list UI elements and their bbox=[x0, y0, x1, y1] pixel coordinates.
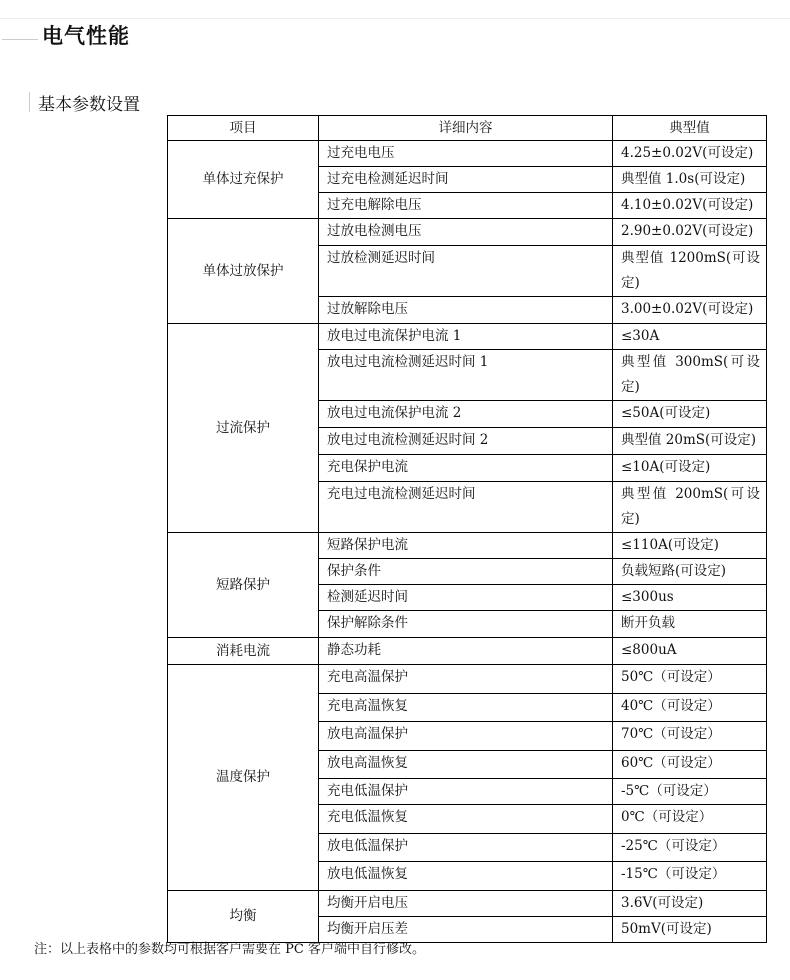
table-body bbox=[168, 141, 767, 943]
detail-cell: 短路保护电流 bbox=[319, 533, 613, 559]
table-row bbox=[168, 665, 767, 694]
typical-value-cell: ≤300us bbox=[613, 585, 767, 611]
typical-value-cell: ≤800uA bbox=[613, 638, 767, 665]
typical-value-cell: 3.6V(可设定) bbox=[613, 891, 767, 917]
detail-cell: 充电过电流检测延迟时间 bbox=[319, 482, 613, 533]
detail-cell: 放电低温保护 bbox=[319, 834, 613, 862]
group-label: 单体过充保护 bbox=[168, 141, 319, 219]
page-title: 电气性能 bbox=[42, 24, 130, 48]
table-row bbox=[168, 219, 767, 246]
typical-value-cell: ≤10A(可设定) bbox=[613, 455, 767, 482]
detail-cell: 过放检测延迟时间 bbox=[319, 246, 613, 297]
table-row bbox=[168, 891, 767, 917]
group-label: 消耗电流 bbox=[168, 638, 319, 665]
table-row bbox=[168, 141, 767, 167]
table-row bbox=[168, 533, 767, 559]
typical-value-cell: 40℃（可设定） bbox=[613, 694, 767, 722]
header-typical: 典型值 bbox=[613, 116, 767, 141]
detail-cell: 充电保护电流 bbox=[319, 455, 613, 482]
detail-cell: 放电过电流保护电流 1 bbox=[319, 324, 613, 350]
typical-value-cell: 负载短路(可设定) bbox=[613, 559, 767, 585]
detail-cell: 过充电检测延迟时间 bbox=[319, 167, 613, 193]
detail-cell: 过充电电压 bbox=[319, 141, 613, 167]
detail-cell: 放电过电流检测延迟时间 2 bbox=[319, 428, 613, 455]
typical-value-cell: 典型值 300mS(可设定) bbox=[613, 350, 767, 401]
detail-cell: 充电高温保护 bbox=[319, 665, 613, 694]
typical-value-cell: 3.00±0.02V(可设定) bbox=[613, 297, 767, 324]
group-label: 单体过放保护 bbox=[168, 219, 319, 324]
header-item: 项目 bbox=[168, 116, 319, 141]
detail-cell: 均衡开启电压 bbox=[319, 891, 613, 917]
detail-cell: 保护解除条件 bbox=[319, 611, 613, 638]
typical-value-cell: 0℃（可设定） bbox=[613, 805, 767, 834]
title-mark bbox=[2, 39, 38, 40]
footnote: 注：以上表格中的参数均可根据客户需要在 PC 客户端中自行修改。 bbox=[34, 942, 425, 957]
typical-value-cell: 50℃（可设定） bbox=[613, 665, 767, 694]
typical-value-cell: -5℃（可设定） bbox=[613, 779, 767, 805]
typical-value-cell: 50mV(可设定) bbox=[613, 917, 767, 943]
group-label: 过流保护 bbox=[168, 324, 319, 533]
detail-cell: 充电高温恢复 bbox=[319, 694, 613, 722]
detail-cell: 过充电解除电压 bbox=[319, 193, 613, 219]
typical-value-cell: 4.10±0.02V(可设定) bbox=[613, 193, 767, 219]
table-row bbox=[168, 638, 767, 665]
typical-value-cell: 4.25±0.02V(可设定) bbox=[613, 141, 767, 167]
detail-cell: 过放解除电压 bbox=[319, 297, 613, 324]
typical-value-cell: 断开负载 bbox=[613, 611, 767, 638]
table-header-row bbox=[168, 116, 767, 141]
top-rule bbox=[0, 18, 790, 19]
group-label: 均衡 bbox=[168, 891, 319, 943]
table-row bbox=[168, 324, 767, 350]
typical-value-cell: ≤30A bbox=[613, 324, 767, 350]
detail-cell: 放电低温恢复 bbox=[319, 862, 613, 891]
group-label: 短路保护 bbox=[168, 533, 319, 638]
parameter-table bbox=[167, 115, 767, 943]
section-title: 基本参数设置 bbox=[38, 95, 140, 115]
typical-value-cell: 典型值 200mS(可设定) bbox=[613, 482, 767, 533]
typical-value-cell: 典型值 1200mS(可设定) bbox=[613, 246, 767, 297]
detail-cell: 放电过电流保护电流 2 bbox=[319, 401, 613, 428]
typical-value-cell: 典型值 1.0s(可设定) bbox=[613, 167, 767, 193]
detail-cell: 放电高温恢复 bbox=[319, 751, 613, 779]
detail-cell: 保护条件 bbox=[319, 559, 613, 585]
typical-value-cell: ≤50A(可设定) bbox=[613, 401, 767, 428]
typical-value-cell: ≤110A(可设定) bbox=[613, 533, 767, 559]
detail-cell: 检测延迟时间 bbox=[319, 585, 613, 611]
detail-cell: 均衡开启压差 bbox=[319, 917, 613, 943]
detail-cell: 静态功耗 bbox=[319, 638, 613, 665]
typical-value-cell: 60℃（可设定） bbox=[613, 751, 767, 779]
section-mark bbox=[29, 92, 30, 112]
typical-value-cell: -15℃（可设定） bbox=[613, 862, 767, 891]
detail-cell: 充电低温恢复 bbox=[319, 805, 613, 834]
detail-cell: 放电过电流检测延迟时间 1 bbox=[319, 350, 613, 401]
group-label: 温度保护 bbox=[168, 665, 319, 891]
header-detail: 详细内容 bbox=[319, 116, 613, 141]
typical-value-cell: 2.90±0.02V(可设定) bbox=[613, 219, 767, 246]
detail-cell: 过放电检测电压 bbox=[319, 219, 613, 246]
typical-value-cell: 典型值 20mS(可设定) bbox=[613, 428, 767, 455]
detail-cell: 放电高温保护 bbox=[319, 722, 613, 751]
detail-cell: 充电低温保护 bbox=[319, 779, 613, 805]
typical-value-cell: -25℃（可设定） bbox=[613, 834, 767, 862]
typical-value-cell: 70℃（可设定） bbox=[613, 722, 767, 751]
